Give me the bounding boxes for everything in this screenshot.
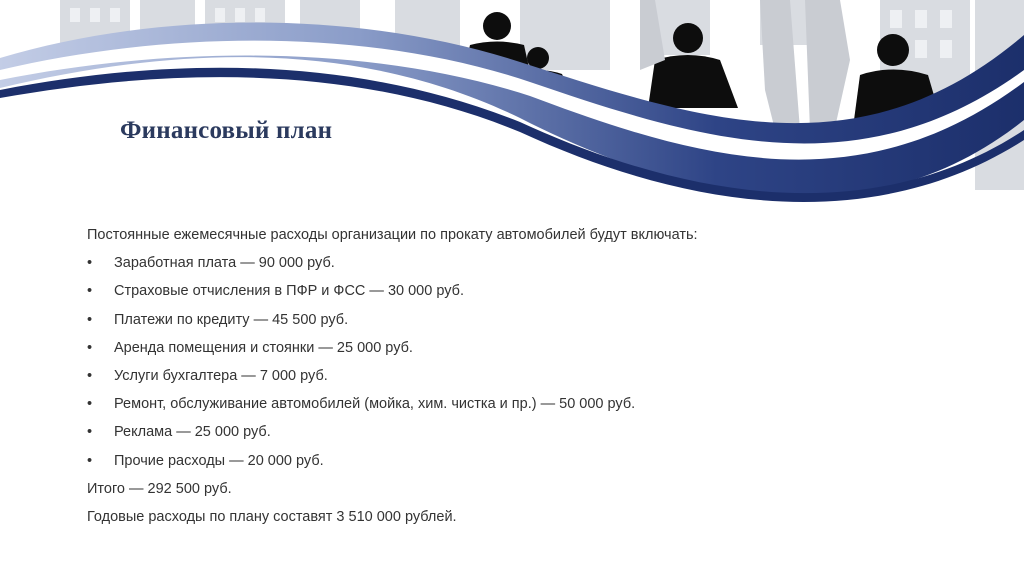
bullet-icon: •	[87, 396, 93, 413]
bullet-icon: •	[87, 424, 93, 441]
bullet-icon: •	[87, 311, 93, 328]
list-item	[87, 390, 967, 418]
list-item-text: Аренда помещения и стоянки — 25 000 руб.	[114, 339, 413, 356]
list-item	[87, 362, 967, 390]
slide-title: Финансовый план	[120, 117, 333, 144]
list-item	[87, 334, 967, 362]
bullet-icon: •	[87, 452, 93, 469]
list-item	[87, 418, 967, 446]
bullet-icon: •	[87, 367, 93, 384]
intro-text: Постоянные ежемесячные расходы организации по прокату автомобилей будут включать:	[87, 227, 698, 243]
list-item	[87, 277, 967, 305]
list-item-text: Страховые отчисления в ПФР и ФСС — 30 000 руб.	[114, 283, 464, 300]
list-item	[87, 306, 967, 334]
bullet-icon: •	[87, 255, 93, 272]
list-item-text: Реклама — 25 000 руб.	[114, 424, 271, 441]
slide-body	[87, 221, 967, 531]
list-item	[87, 447, 967, 475]
bullet-icon: •	[87, 339, 93, 356]
header-banner-graphic	[0, 0, 1024, 230]
list-item-text: Заработная плата — 90 000 руб.	[114, 255, 335, 272]
bullet-icon: •	[87, 283, 93, 300]
list-item-text: Платежи по кредиту — 45 500 руб.	[114, 311, 349, 328]
list-item	[87, 249, 967, 277]
list-item-text: Ремонт, обслуживание автомобилей (мойка, хим. чистка и пр.) — 50 000 руб.	[114, 396, 636, 413]
list-item-text: Прочие расходы — 20 000 руб.	[114, 452, 324, 469]
annual-text: Годовые расходы по плану составят 3 510 000 рублей.	[87, 508, 457, 525]
list-item-text: Услуги бухгалтера — 7 000 руб.	[114, 367, 328, 384]
total-text: Итого — 292 500 руб.	[87, 480, 232, 497]
